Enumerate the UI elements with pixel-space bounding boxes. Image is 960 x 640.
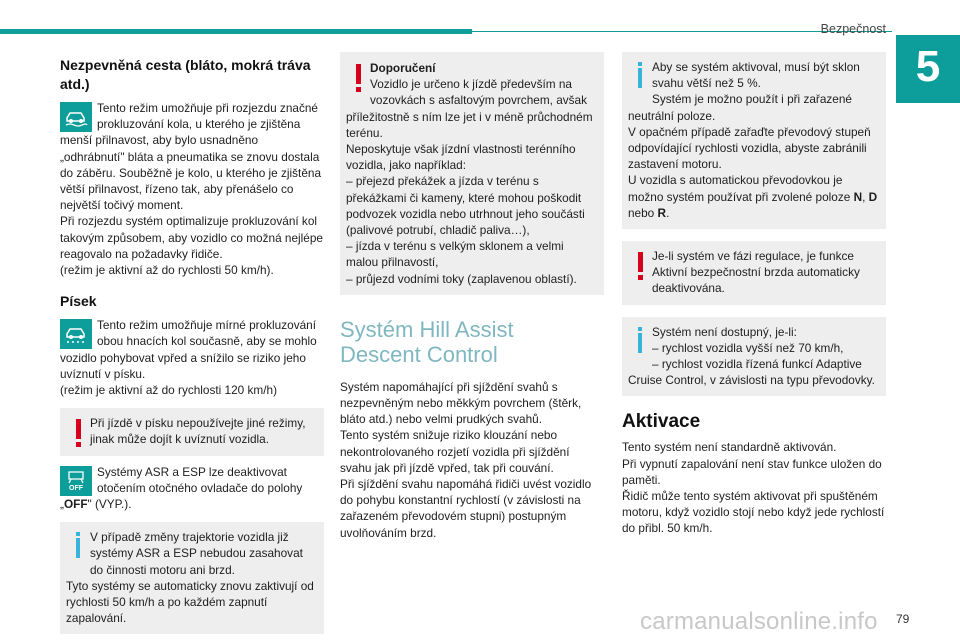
sand-mode-text: Tento režim umožňuje mírné prokluzování obou hnacích kol současně, aby se mohlo vozidlo pohybovat vpřed a snížilo se riziko jeho uvíznutí v písku. (režim je aktivní až do rychlosti 120 km/h)	[60, 318, 317, 398]
hadc-text: Systém napomáhající při sjíždění svahů s nezpevněným nebo měkkým povrchem (štěrk, bláto atd.) nebo velmi prudkých svahů. Tento systém snižuje riziko klouzání nebo nekontrolovaného rozjetí vozidla při sjíždění svahu jak při jízdě vpřed, tak při couvání. Při sjíždění svahu napomáhá řidiči uvést vozidlo do pohybu konstantní rychlostí (v závislosti na zařazeném převodovém stupni) postupným uvolňováním brzd.	[340, 379, 592, 540]
off-text-pre: Systémy ASR a ESP lze deaktivovat otočením otočného ovladače do polohy „	[60, 464, 303, 512]
column-3	[622, 52, 886, 537]
recommendation-note	[340, 52, 604, 295]
off-text	[60, 464, 324, 513]
slope-sep-1: ,	[862, 189, 869, 204]
column-2	[340, 52, 604, 541]
off-block	[60, 464, 324, 513]
slope-sep-2: nebo	[628, 205, 658, 220]
watermark: carmanualsonline.info	[640, 608, 878, 635]
activation-heading: Aktivace	[622, 411, 701, 433]
off-text-bold: OFF	[63, 497, 88, 512]
activation-text: Tento systém není standardně aktivován. Při vypnutí zapalování není stav funkce uložen do paměti. Řidič může tento systém aktivovat při spuštěném motoru, když vozidlo stojí nebo když jede rychlostí do přibl. 50 km/h.	[622, 440, 885, 536]
warning-icon	[628, 248, 652, 282]
mud-mode-block	[60, 100, 324, 278]
sand-warning-text: Při jízdě v písku nepoužívejte jiné režimy, jinak může dojít k uvíznutí vozidla.	[90, 416, 306, 447]
chapter-number-tab: 5	[896, 35, 960, 103]
slope-end: .	[666, 205, 670, 220]
page-number: 79	[896, 612, 910, 626]
slope-info-text	[628, 59, 880, 221]
unavailable-info-text: Systém není dostupný, je-li: – rychlost vozidla vyšší než 70 km/h, – rychlost vozidla řízená funkcí Adaptive Cruise Control, v závislosti na typu převodovky.	[628, 324, 875, 388]
slope-info-note	[622, 52, 886, 229]
section-title: Bezpečnost	[820, 22, 886, 36]
info-icon	[66, 529, 90, 563]
mud-mode-heading: Nezpevněná cesta (bláto, mokrá tráva atd.)	[60, 57, 311, 92]
info-icon	[628, 59, 652, 93]
mud-car-icon	[60, 102, 92, 132]
off-text-post: " (VYP.).	[87, 497, 132, 512]
esp-off-icon	[60, 466, 92, 496]
svg-text:OFF: OFF	[69, 484, 83, 492]
regulation-warning-note	[622, 241, 886, 305]
mud-mode-text: Tento režim umožňuje při rozjezdu značné prokluzování kola, u kterého je zjištěna menší přilnavost, aby bylo usnadněno „odhrábnutí" bláta a pneumatika se znovu dostala do záběru. Souběžně je kolo, u kterého je zjištěna větší přilnavost, řízeno tak, aby přenášelo co největší točivý moment. Při rozjezdu systém optimalizuje prokluzování kol takovým způsobem, aby vozidlo co možná nejlépe reagovalo na požadavky řidiče. (režim je aktivní až do rychlosti 50 km/h).	[60, 101, 323, 278]
info-icon	[628, 324, 652, 358]
regulation-warning-text: Je-li systém ve fázi regulace, je funkce Aktivní bezpečnostní brzda automaticky deaktivována.	[652, 249, 860, 296]
trajectory-info-text: V případě změny trajektorie vozidla již systémy ASR a ESP nebudou zasahovat do činnosti motoru ani brzd. Tyto systémy se automaticky znovu zaktivují od rychlosti 50 km/h a po každém zapnutí zapalování.	[66, 530, 314, 626]
unavailable-info-note	[622, 317, 886, 397]
sand-car-icon	[60, 319, 92, 349]
warning-icon	[66, 415, 90, 449]
gear-n: N	[853, 189, 863, 204]
gear-d: D	[868, 189, 878, 204]
warning-icon	[346, 60, 370, 94]
sand-mode-heading: Písek	[60, 293, 97, 310]
gear-r: R	[657, 205, 667, 220]
slope-info-body: Aby se systém aktivoval, musí být sklon svahu větší než 5 %. Systém je možno použít i při zařazené neutrální poloze. V opačném případě zařaďte převodový stupeň odpovídající rychlosti vozidla, abyste zabránili zastavení motoru. U vozidla s automatickou převodovkou je možno systém používat při zvolené poloze	[628, 60, 871, 204]
trajectory-info-note	[60, 522, 324, 634]
recommendation-text: Vozidlo je určeno k jízdě především na vozovkách s asfaltovým povrchem, avšak příležitostně s ním lze jet i v méně průchodném terénu. Neposkytuje však jízdní vlastnosti terénního vozidla, jako například: – přejezd překážek a jízda v terénu s překážkami či kameny, které mohou poškodit podvozek vozidla nebo utrhnout jeho součásti (palivové potrubí, chladič paliva…), – jízda v terénu s velkým sklonem a velmi malou přilnavostí, – průjezd vodními toky (zaplavenou oblastí).	[346, 77, 593, 286]
hadc-heading: Systém Hill Assist Descent Control	[340, 316, 514, 367]
column-1	[60, 52, 324, 634]
recommendation-heading: Doporučení	[370, 61, 436, 75]
sand-mode-block	[60, 317, 324, 398]
header-accent-bar	[0, 29, 472, 34]
sand-warning-note	[60, 408, 324, 455]
